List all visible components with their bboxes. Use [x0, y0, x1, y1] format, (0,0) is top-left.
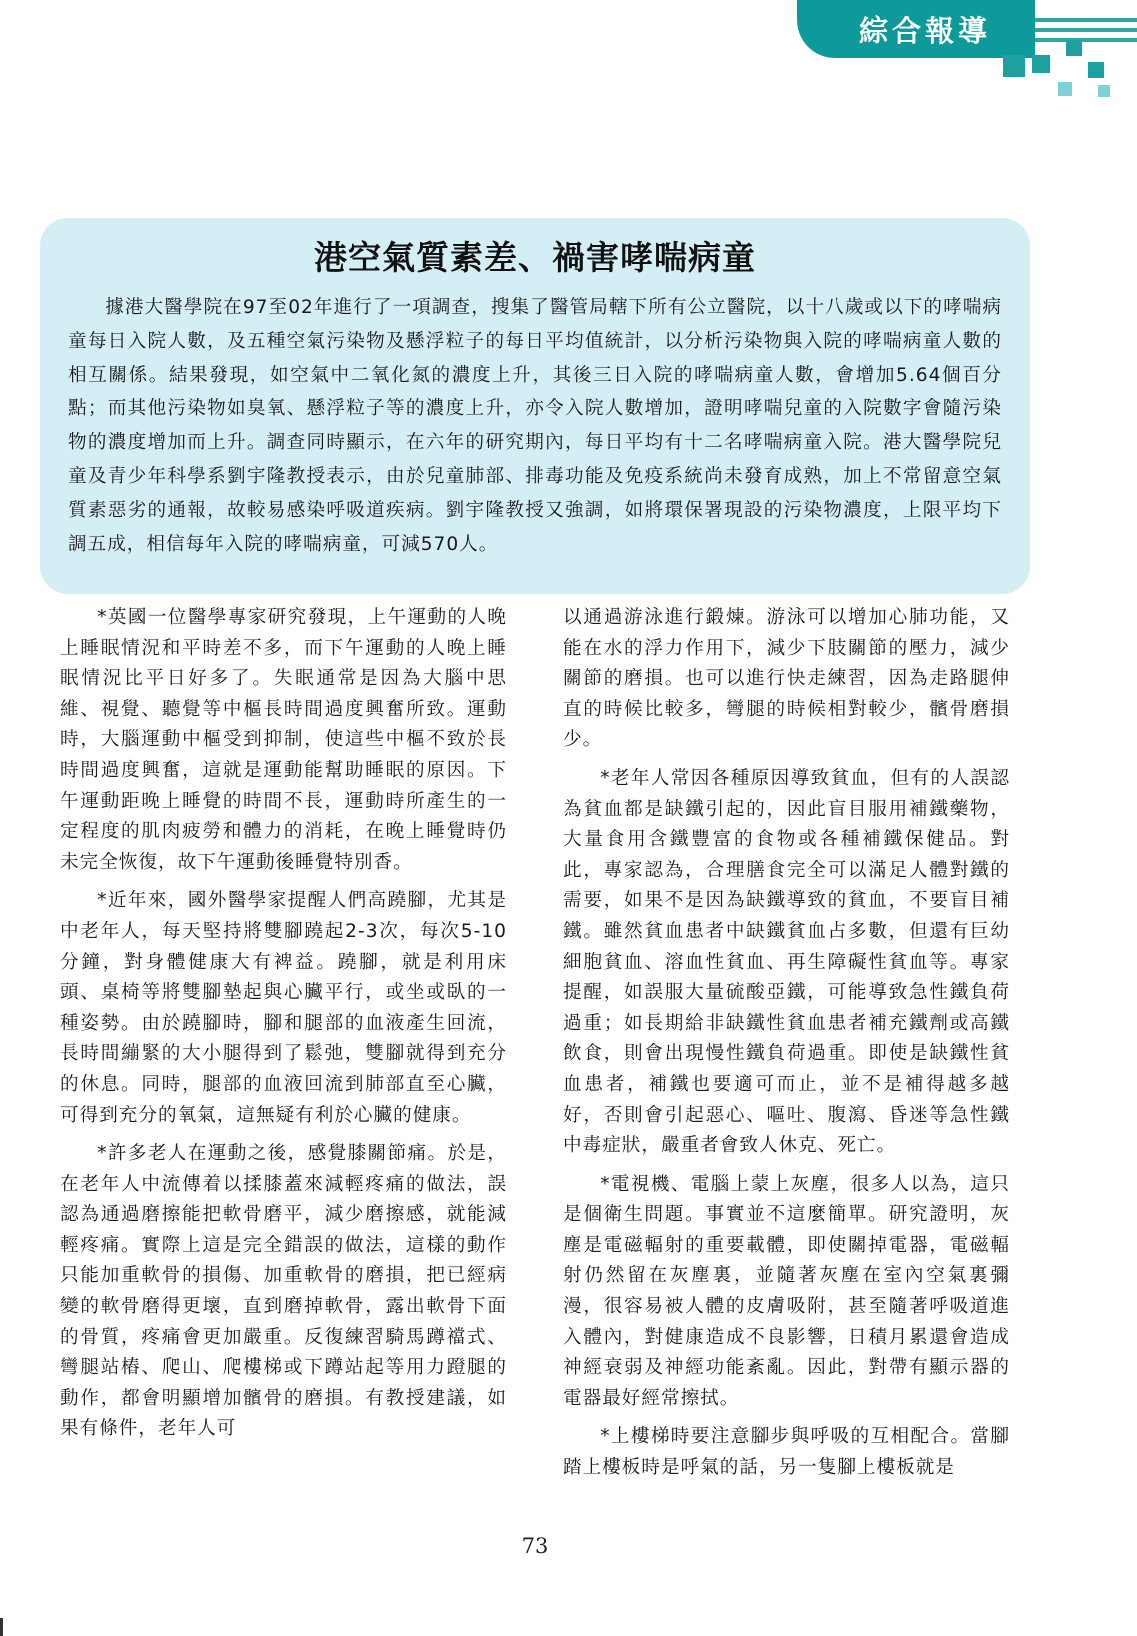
paragraph-knee-pain: *許多老人在運動之後，感覺膝關節痛。於是，在老年人中流傳着以揉膝蓋來減輕疼痛的做法，誤認為通過磨擦能把軟骨磨平，減少磨擦感，就能減輕疼痛。實際上這是完全錯誤的做法，這樣的動作只能加重軟骨的損傷、加重軟骨的磨損，把已經病變的軟骨磨得更壞，直到磨掉軟骨，露出軟骨下面的骨質，疼痛會更加嚴重。反復練習騎馬蹲襠式、彎腿站樁、爬山、爬樓梯或下蹲站起等用力蹬腿的動作，都會明顯增加髕骨的磨損。有教授建議，如果有條件，老年人可 — [60, 1143, 507, 1440]
paragraph-stairs: *上樓梯時要注意腳步與呼吸的互相配合。當腳踏上樓板時是呼氣的話，另一隻腳上樓板就是 — [563, 1426, 1010, 1479]
section-label: 綜合報導 — [797, 0, 1035, 58]
feature-body: 據港大醫學院在97至02年進行了一項調查，搜集了醫管局轄下所有公立醫院，以十八歲或以下的哮喘病童每日入院人數，及五種空氣污染物及懸浮粒子的每日平均值統計，以分析污染物與入院的哮喘病童人數的相互關係。結果發現，如空氣中二氧化氮的濃度上升，其後三日入院的哮喘病童人數，會增加5.64個百分點；而其他污染物如臭氧、懸浮粒子等的濃度上升，亦令入院人數增加，證明哮喘兒童的入院數字會隨污染物的濃度增加而上升。調查同時顯示，在六年的研究期內，每日平均有十二名哮喘病童入院。港大醫學院兒童及青少年科學系劉宇隆教授表示，由於兒童肺部、排毒功能及免疫系統尚未發育成熟，加上不常留意空氣質素惡劣的通報，故較易感染呼吸道疾病。劉宇隆教授又強調，如將環保署現設的污染物濃度，上限平均下調五成，相信每年入院的哮喘病童，可減570人。 — [68, 297, 1002, 555]
paragraph-dust-radiation: *電視機、電腦上蒙上灰塵，很多人以為，這只是個衛生問題。事實並不這麼簡單。研究證明，灰塵是電磁輻射的重要載體，即使關掉電器，電磁輻射仍然留在灰塵裏，並隨著灰塵在室內空氣裏彌漫，很容易被人體的皮膚吸附，甚至隨著呼吸道進入體內，對健康造成不良影響，日積月累還會造成神經衰弱及神經功能紊亂。因此，對帶有顯示器的電器最好經常擦拭。 — [563, 1173, 1010, 1409]
paragraph-knee-pain-cont: 以通過游泳進行鍛煉。游泳可以增加心肺功能，又能在水的浮力作用下，減少下肢關節的壓力，減少關節的磨損。也可以進行快走練習，因為走路腿伸直的時候比較多，彎腿的時候相對較少，髕骨磨損少。 — [563, 607, 1010, 751]
decorative-square — [1032, 55, 1050, 73]
paragraph-anemia: *老年人常因各種原因導致貧血，但有的人誤認為貧血都是缺鐵引起的，因此盲目服用補鐵藥物，大量食用含鐵豐富的食物或各種補鐵保健品。對此，專家認為，合理膳食完全可以滿足人體對鐵的需要，如果不是因為缺鐵導致的貧血，不要盲目補鐵。雖然貧血患者中缺鐵貧血占多數，但還有巨幼細胞貧血、溶血性貧血、再生障礙性貧血等。專家提醒，如誤服大量硫酸亞鐵，可能導致急性鐵負荷過重；如長期給非缺鐵性貧血患者補充鐵劑或高鐵飲食，則會出現慢性鐵負荷過重。即使是缺鐵性貧血患者，補鐵也要適可而止，並不是補得越多越好，否則會引起惡心、嘔吐、腹瀉、昏迷等急性鐵中毒症狀，嚴重者會致人休克、死亡。 — [563, 767, 1010, 1157]
right-column — [563, 603, 1010, 1492]
decorative-lines — [1035, 18, 1137, 48]
feature-article — [40, 218, 1030, 594]
page-number: 73 — [521, 1534, 549, 1558]
feature-title: 港空氣質素差、禍害哮喘病童 — [314, 238, 756, 277]
decorative-square — [1003, 55, 1025, 77]
paragraph-exercise-sleep: *英國一位醫學專家研究發現，上午運動的人晚上睡眠情況和平時差不多，而下午運動的人晚上睡眠情況比平日好多了。失眠通常是因為大腦中思維、視覺、聽覺等中樞長時間過度興奮所致。運動時，大腦運動中樞受到抑制，使這些中樞不致於長時間過度興奮，這就是運動能幫助睡眠的原因。下午運動距晚上睡覺的時間不長，運動時所產生的一定程度的肌肉疲勞和體力的消耗，在晚上睡覺時仍未完全恢復，故下午運動後睡覺特別香。 — [60, 607, 507, 873]
decorative-square — [1066, 40, 1082, 56]
decorative-square — [1058, 82, 1072, 96]
decorative-square — [1088, 62, 1104, 78]
decorative-square — [1098, 85, 1110, 97]
left-column — [60, 603, 507, 1453]
scan-edge-mark — [0, 1618, 3, 1636]
paragraph-leg-raise: *近年來，國外醫學家提醒人們高蹺腳，尤其是中老年人，每天堅持將雙腳蹺起2-3次，每次5-10分鐘，對身體健康大有裨益。蹺腳，就是利用床頭、桌椅等將雙腳墊起與心臟平行，或坐或臥的一種姿勢。由於蹺腳時，腳和腿部的血液產生回流，長時間繃緊的大小腿得到了鬆弛，雙腳就得到充分的休息。同時，腿部的血液回流到肺部直至心臟，可得到充分的氧氣，這無疑有利於心臟的健康。 — [60, 890, 507, 1126]
